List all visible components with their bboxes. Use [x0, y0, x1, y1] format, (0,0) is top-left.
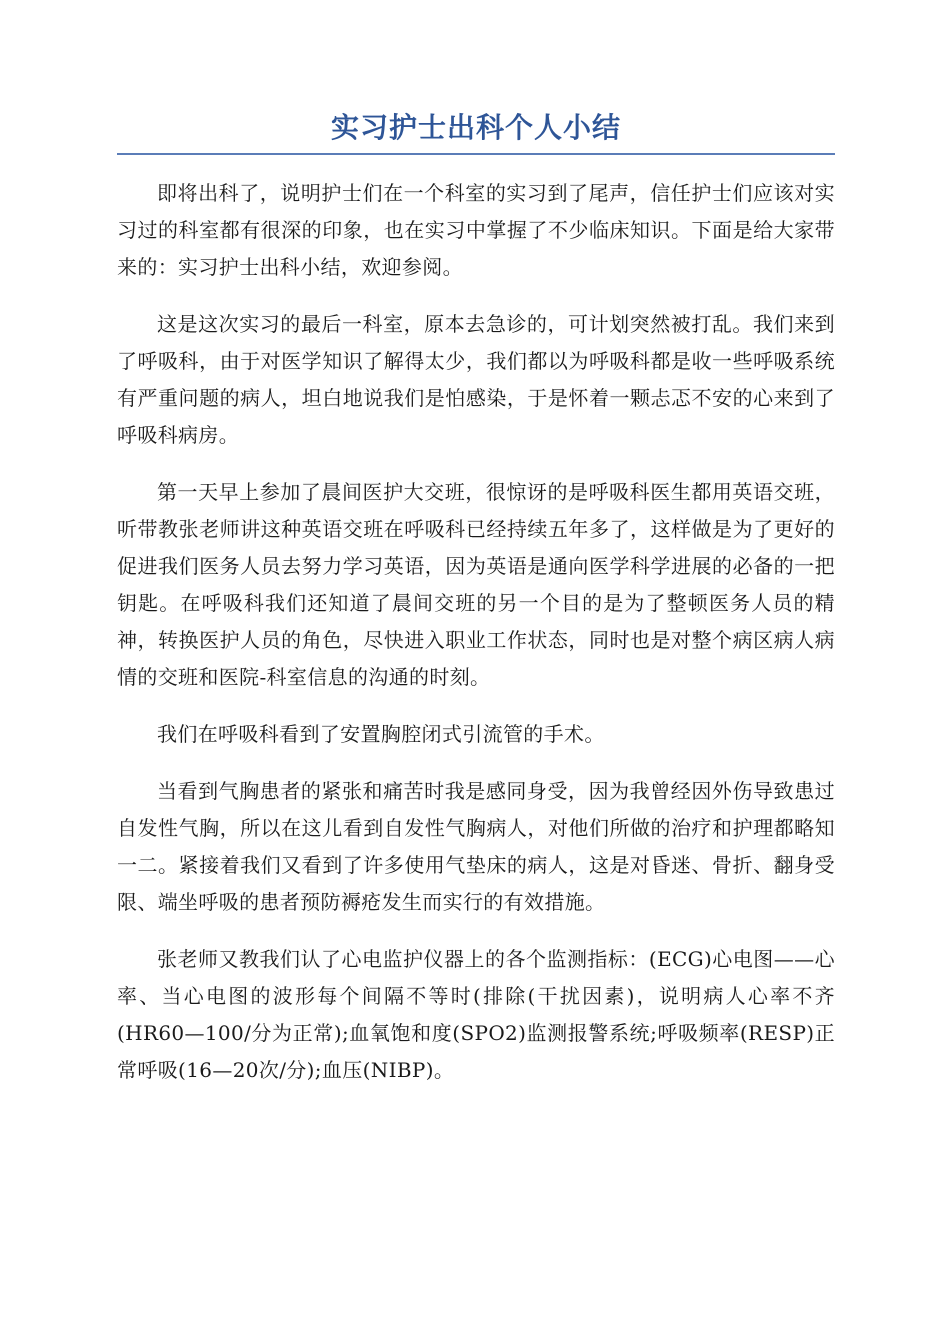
- document-body: [117, 175, 835, 1089]
- paragraph: 这是这次实习的最后一科室，原本去急诊的，可计划突然被打乱。我们来到了呼吸科，由于对医学知识了解得太少，我们都以为呼吸科都是收一些呼吸系统有严重问题的病人，坦白地说我们是怕感染，于是怀着一颗忐忑不安的心来到了呼吸科病房。: [117, 312, 835, 447]
- paragraph: 当看到气胸患者的紧张和痛苦时我是感同身受，因为我曾经因外伤导致患过自发性气胸，所以在这儿看到自发性气胸病人，对他们所做的治疗和护理都略知一二。紧接着我们又看到了许多使用气垫床的病人，这是对昏迷、骨折、翻身受限、端坐呼吸的患者预防褥疮发生而实行的有效措施。: [117, 779, 835, 914]
- paragraph: 我们在呼吸科看到了安置胸腔闭式引流管的手术。: [157, 722, 605, 746]
- title-underline: [117, 153, 835, 155]
- document-page: [117, 108, 835, 1109]
- paragraph: 即将出科了，说明护士们在一个科室的实习到了尾声，信任护士们应该对实习过的科室都有很深的印象，也在实习中掌握了不少临床知识。下面是给大家带来的：实习护士出科小结，欢迎参阅。: [117, 181, 835, 279]
- paragraph: 第一天早上参加了晨间医护大交班，很惊讶的是呼吸科医生都用英语交班，听带教张老师讲这种英语交班在呼吸科已经持续五年多了，这样做是为了更好的促进我们医务人员去努力学习英语，因为英语是通向医学科学进展的必备的一把钥匙。在呼吸科我们还知道了晨间交班的另一个目的是为了整顿医务人员的精神，转换医护人员的角色，尽快进入职业工作状态，同时也是对整个病区病人病情的交班和医院-科室信息的沟通的时刻。: [117, 480, 835, 689]
- document-title: 实习护士出科个人小结: [330, 111, 621, 144]
- paragraph: 张老师又教我们认了心电监护仪器上的各个监测指标：(ECG)心电图——心率、当心电图的波形每个间隔不等时(排除(干扰因素)，说明病人心率不齐(HR60—100/分为正常);血氧饱和度(SPO2)监测报警系统;呼吸频率(RESP)正常呼吸(16—20次/分);血压(NIBP)。: [117, 947, 835, 1082]
